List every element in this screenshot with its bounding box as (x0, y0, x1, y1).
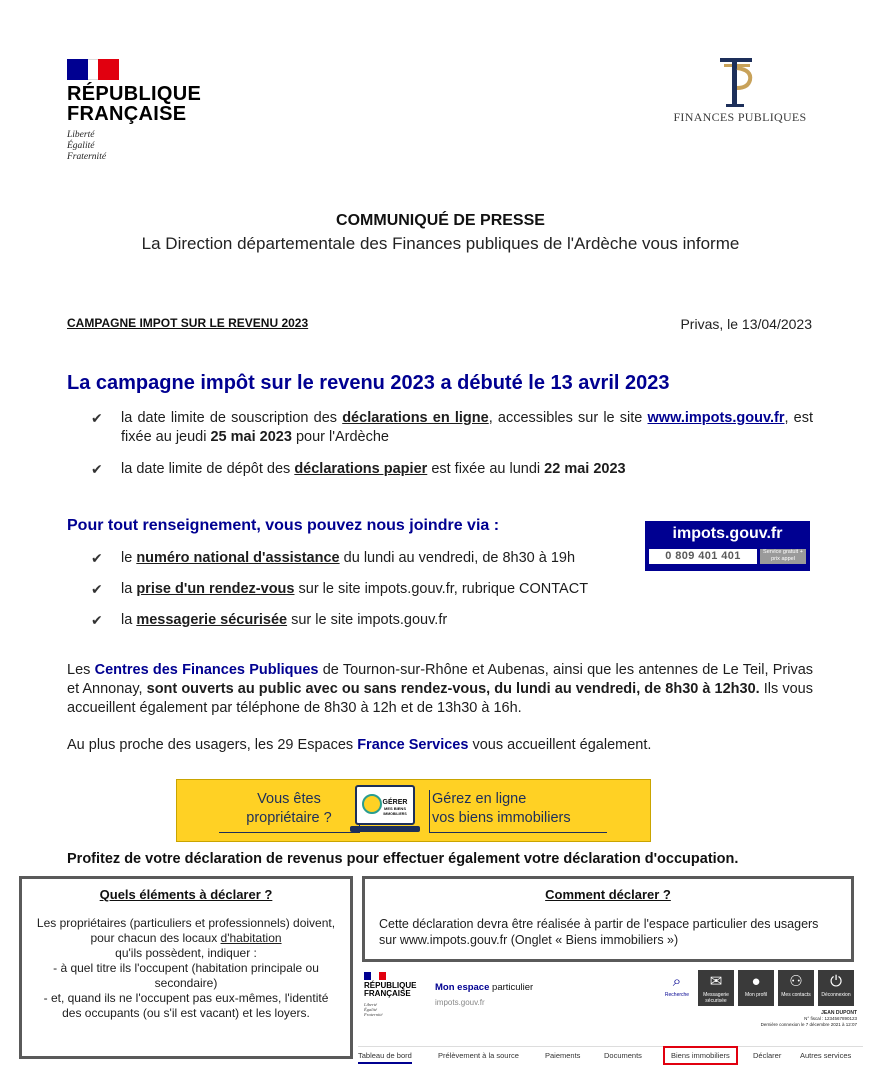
mini-site-name: impots.gouv.fr (435, 998, 485, 1007)
place-date: Privas, le 13/04/2023 (680, 316, 812, 332)
how-to-declare-box (362, 876, 854, 962)
checkmark-icon: ✔ (91, 461, 103, 477)
nav-prelevement[interactable]: Prélèvement à la source (438, 1051, 519, 1060)
logout-button[interactable]: ⏻ Déconnexion (818, 970, 854, 1006)
online-declarations-link[interactable]: déclarations en ligne (342, 410, 489, 426)
assistance-number-link[interactable]: numéro national d'assistance (136, 550, 340, 566)
main-heading: La campagne impôt sur le revenu 2023 a débuté le 13 avril 2023 (67, 372, 670, 394)
press-release-subtitle: La Direction départementale des Finances publiques de l'Ardèche vous informe (141, 234, 740, 253)
mini-republique-text: RÉPUBLIQUE FRANÇAISE (364, 981, 417, 998)
search-icon: ⌕ (672, 973, 682, 990)
nav-documents[interactable]: Documents (604, 1051, 642, 1060)
republique-francaise-flag (67, 59, 119, 80)
press-release-title: COMMUNIQUÉ DE PRESSE (336, 212, 545, 229)
nav-paiements[interactable]: Paiements (545, 1051, 581, 1060)
finances-publiques-logo-text: FINANCES PUBLIQUES (673, 110, 807, 124)
what-to-declare-body: Les propriétaires (particuliers et professionnels) doivent, pour chacun des locaux d'habitation qu'ils possèdent, indiquer : - à quel titre ils l'occupent (habitation principale ou secondaire) - et, quand ils ne l'occupent pas eux-mêmes, l'identité des occupants (ou s'il est vacant) et les loyers. (36, 916, 336, 1020)
computer-monitor-icon (348, 784, 422, 836)
mini-nav-bar (358, 1046, 863, 1065)
checkmark-icon: ✔ (91, 581, 103, 597)
list-item-messaging: ✔ la messagerie sécurisée sur le site impots.gouv.fr (91, 612, 448, 628)
badge-title: impots.gouv.fr (672, 525, 783, 542)
appointment-link[interactable]: prise d'un rendez-vous (136, 581, 295, 597)
list-item-online-deadline: ✔ la date limite de souscription des déclarations en ligne, accessibles sur le site www.impots.gouv.fr, est fixée au jeudi 25 mai 2023 pour l'Ardèche (91, 410, 814, 445)
impots-site-link[interactable]: www.impots.gouv.fr (647, 410, 785, 426)
nav-tableau-de-bord[interactable]: Tableau de bord (358, 1051, 412, 1064)
badge-phone-number[interactable]: 0 809 401 401 (649, 549, 757, 564)
how-to-declare-title: Comment déclarer ? (545, 887, 671, 902)
mini-flag (364, 972, 386, 980)
banner-owner-question: Vous êtes propriétaire ? (246, 791, 332, 826)
mon-espace-title: Mon espace particulier (435, 982, 534, 993)
checkmark-icon: ✔ (91, 612, 103, 628)
how-to-declare-body: Cette déclaration devra être réalisée à partir de l'espace particulier des usagers sur www.impots.gouv.fr (Onglet « Biens immobiliers ») (379, 917, 819, 947)
what-to-declare-title: Quels éléments à déclarer ? (99, 887, 273, 902)
svg-text:MES BIENS: MES BIENS (383, 806, 407, 811)
badge-note: Service gratuit + prix appel (760, 549, 806, 564)
contacts-button[interactable]: ⚇ Mes contacts (778, 970, 814, 1006)
paper-declarations-link[interactable]: déclarations papier (294, 461, 428, 477)
contact-list (91, 549, 651, 642)
deadline-list (91, 409, 813, 479)
campaign-label: CAMPAGNE IMPOT SUR LE REVENU 2023 (67, 316, 309, 330)
republique-motto: Liberté Égalité Fraternité (67, 130, 107, 162)
banner-manage-online: Gérez en ligne vos biens immobiliers (432, 791, 571, 826)
finances-publiques-logo-icon (712, 54, 760, 110)
nav-biens-immobiliers[interactable]: Biens immobiliers (665, 1048, 736, 1063)
centres-paragraph: Les Centres des Finances Publiques de Tournon-sur-Rhône et Aubenas, ainsi que les antennes de Le Teil, Privas et Annonay, sont ouverts au public avec ou sans rendez-vous, du lundi au vendredi, de 8h30 à 12h30. Ils vous accueillent également par téléphone de 8h30 à 12h et de 13h30 à 16h. (67, 662, 814, 716)
list-item-appointment: ✔ la prise d'un rendez-vous sur le site impots.gouv.fr, rubrique CONTACT (91, 581, 589, 597)
contacts-icon: ⚇ (789, 973, 803, 990)
secure-messaging-button[interactable]: ✉ Messagerie sécurisée (698, 970, 734, 1006)
svg-text:IMMOBILIERS: IMMOBILIERS (383, 812, 407, 816)
what-to-declare-box (19, 876, 353, 1059)
impots-contact-badge (645, 521, 810, 571)
france-services-paragraph: Au plus proche des usagers, les 29 Espaces France Services vous accueillent également. (67, 737, 652, 753)
mail-icon: ✉ (709, 973, 723, 990)
nav-declarer[interactable]: Déclarer (753, 1051, 782, 1060)
profile-button[interactable]: ● Mon profil (738, 970, 774, 1006)
power-icon: ⏻ (830, 973, 842, 990)
contact-heading: Pour tout renseignement, vous pouvez nous joindre via : (67, 517, 500, 534)
nav-autres-services[interactable]: Autres services (800, 1051, 852, 1060)
mini-user-info: JEAN DUPONT N° fiscal : 1234567890123 Dernière connexion le 7 décembre 2021 à 12:07 (760, 1010, 857, 1027)
svg-text:GÉRER: GÉRER (382, 799, 408, 806)
list-item-assistance: ✔ le numéro national d'assistance du lundi au vendredi, de 8h30 à 19h (91, 550, 576, 566)
property-management-banner[interactable] (176, 779, 651, 842)
checkmark-icon: ✔ (91, 550, 103, 566)
republique-francaise-logo-text: RÉPUBLIQUE FRANÇAISE (67, 83, 202, 125)
mini-motto: Liberté Égalité Fraternité (364, 1002, 383, 1017)
secure-messaging-link[interactable]: messagerie sécurisée (136, 612, 288, 628)
list-item-paper-deadline: ✔ la date limite de dépôt des déclarations papier est fixée au lundi 22 mai 2023 (91, 461, 626, 477)
occupancy-declaration-notice: Profitez de votre déclaration de revenus pour effectuer également votre déclaration d'occupation. (67, 851, 739, 867)
espace-particulier-screenshot (358, 968, 863, 1071)
search-button[interactable]: ⌕ Recherche (659, 970, 695, 1006)
checkmark-icon: ✔ (91, 410, 103, 426)
user-icon: ● (751, 973, 761, 990)
